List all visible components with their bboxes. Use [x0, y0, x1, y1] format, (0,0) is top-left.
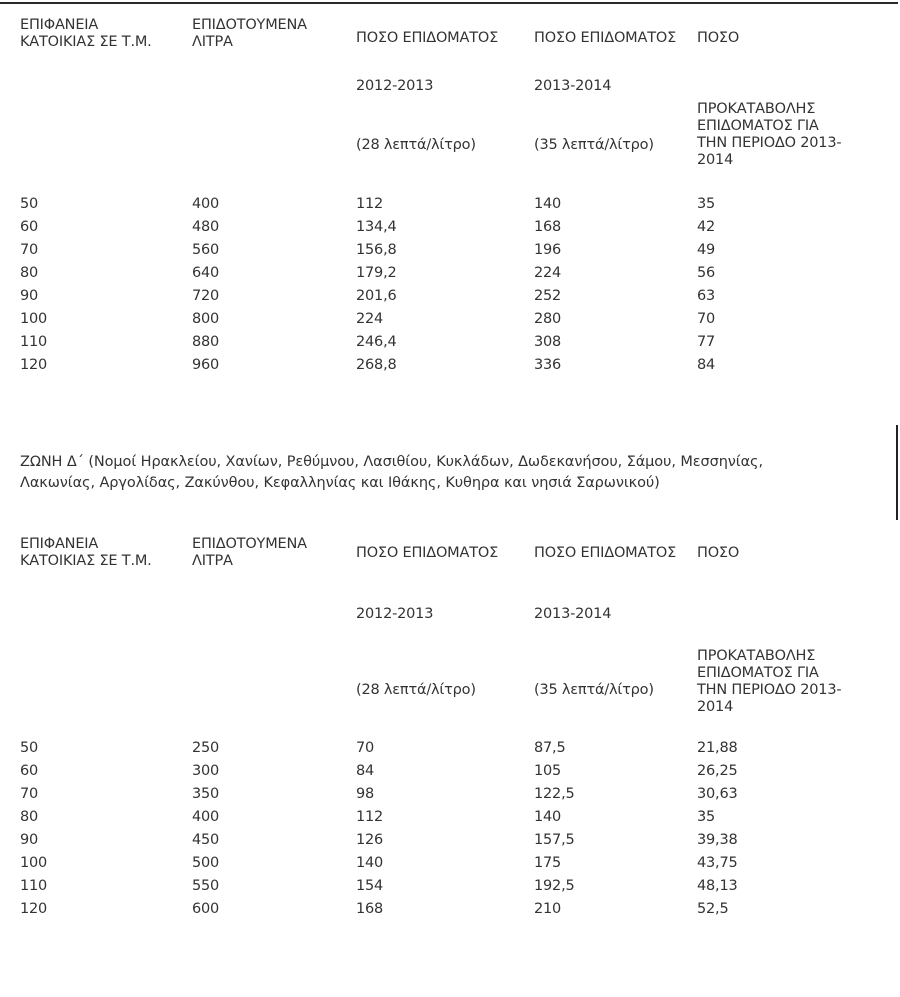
cell-liters: 250 [192, 740, 220, 756]
cell-area: 60 [20, 763, 39, 779]
ch-liters-line2: ΛΙΤΡΑ [192, 34, 233, 50]
cell-liters: 480 [192, 219, 220, 235]
cell-advance: 70 [697, 311, 716, 327]
ch-period-2013: 2013-2014 [534, 78, 612, 94]
ch-liters-line1: ΕΠΙΔΟΤΟΥΜΕΝΑ [192, 536, 307, 552]
cell-amount-2012: 268,8 [356, 357, 397, 373]
cell-advance: 26,25 [697, 763, 738, 779]
cell-area: 50 [20, 196, 39, 212]
ch-area-line1: ΕΠΙΦΑΝΕΙΑ [20, 536, 99, 552]
cell-advance: 49 [697, 242, 716, 258]
cell-amount-2012: 140 [356, 855, 384, 871]
cell-liters: 960 [192, 357, 220, 373]
ch-rate-35: (35 λεπτά/λίτρο) [534, 682, 654, 698]
cell-area: 90 [20, 288, 39, 304]
cell-area: 60 [20, 219, 39, 235]
ch-area-line1: ΕΠΙΦΑΝΕΙΑ [20, 17, 99, 33]
cell-area: 120 [20, 901, 48, 917]
cell-advance: 35 [697, 196, 716, 212]
cell-liters: 550 [192, 878, 220, 894]
ch-amount-2013: ΠΟΣΟ ΕΠΙΔΟΜΑΤΟΣ [534, 30, 677, 46]
cell-amount-2013: 336 [534, 357, 562, 373]
cell-advance: 35 [697, 809, 716, 825]
zone-d-line2: Λακωνίας, Αργολίδας, Ζακύνθου, Κεφαλληνίας και Ιθάκης, Κυθηρα και νησιά Σαρωνικού) [20, 475, 660, 491]
ch-advance-line2: ΕΠΙΔΟΜΑΤΟΣ ΓΙΑ [697, 118, 819, 134]
cell-amount-2013: 196 [534, 242, 562, 258]
cell-advance: 30,63 [697, 786, 738, 802]
cell-amount-2012: 98 [356, 786, 375, 802]
zone-d-line1: ΖΩΝΗ Δ΄ (Νομοί Ηρακλείου, Χανίων, Ρεθύμνου, Λασιθίου, Κυκλάδων, Δωδεκανήσου, Σάμου, Μεσσηνίας, [20, 454, 763, 470]
ch-amount-2013: ΠΟΣΟ ΕΠΙΔΟΜΑΤΟΣ [534, 545, 677, 561]
cell-liters: 400 [192, 196, 220, 212]
ch-liters-line1: ΕΠΙΔΟΤΟΥΜΕΝΑ [192, 17, 307, 33]
cell-amount-2013: 192,5 [534, 878, 575, 894]
cell-area: 70 [20, 786, 39, 802]
cell-area: 50 [20, 740, 39, 756]
ch-advance-line3: ΤΗΝ ΠΕΡΙΟΔΟ 2013- [697, 135, 842, 151]
cell-liters: 300 [192, 763, 220, 779]
cell-advance: 48,13 [697, 878, 738, 894]
cell-advance: 63 [697, 288, 716, 304]
cell-liters: 600 [192, 901, 220, 917]
cell-advance: 52,5 [697, 901, 729, 917]
ch-amount-2012: ΠΟΣΟ ΕΠΙΔΟΜΑΤΟΣ [356, 30, 499, 46]
cell-amount-2013: 252 [534, 288, 562, 304]
cell-amount-2012: 134,4 [356, 219, 397, 235]
cell-advance: 84 [697, 357, 716, 373]
cell-area: 120 [20, 357, 48, 373]
cell-liters: 500 [192, 855, 220, 871]
top-rule [0, 2, 898, 4]
ch-amount-2012: ΠΟΣΟ ΕΠΙΔΟΜΑΤΟΣ [356, 545, 499, 561]
cell-amount-2013: 280 [534, 311, 562, 327]
ch-area-line2: ΚΑΤΟΙΚΙΑΣ ΣΕ Τ.Μ. [20, 553, 152, 569]
cell-amount-2013: 105 [534, 763, 562, 779]
cell-amount-2013: 308 [534, 334, 562, 350]
cell-amount-2012: 154 [356, 878, 384, 894]
ch-period-2012: 2012-2013 [356, 606, 434, 622]
cell-area: 100 [20, 311, 48, 327]
cell-liters: 350 [192, 786, 220, 802]
zone-d-description [20, 452, 880, 494]
cell-liters: 400 [192, 809, 220, 825]
cell-area: 110 [20, 878, 48, 894]
ch-advance-line4: 2014 [697, 699, 734, 715]
cell-area: 90 [20, 832, 39, 848]
ch-advance-line2: ΕΠΙΔΟΜΑΤΟΣ ΓΙΑ [697, 665, 819, 681]
cell-advance: 77 [697, 334, 716, 350]
cell-advance: 56 [697, 265, 716, 281]
cell-amount-2012: 179,2 [356, 265, 397, 281]
ch-advance-line1: ΠΡΟΚΑΤΑΒΟΛΗΣ [697, 648, 816, 664]
ch-liters-line2: ΛΙΤΡΑ [192, 553, 233, 569]
cell-liters: 720 [192, 288, 220, 304]
cell-advance: 43,75 [697, 855, 738, 871]
cell-advance: 21,88 [697, 740, 738, 756]
cell-amount-2013: 175 [534, 855, 562, 871]
ch-rate-28: (28 λεπτά/λίτρο) [356, 682, 476, 698]
ch-rate-28: (28 λεπτά/λίτρο) [356, 137, 476, 153]
cell-advance: 42 [697, 219, 716, 235]
cell-amount-2012: 126 [356, 832, 384, 848]
cell-liters: 640 [192, 265, 220, 281]
cell-amount-2013: 157,5 [534, 832, 575, 848]
ch-advance-line1: ΠΡΟΚΑΤΑΒΟΛΗΣ [697, 101, 816, 117]
cell-amount-2012: 224 [356, 311, 384, 327]
ch-rate-35: (35 λεπτά/λίτρο) [534, 137, 654, 153]
cell-amount-2013: 224 [534, 265, 562, 281]
ch-period-2012: 2012-2013 [356, 78, 434, 94]
cell-liters: 800 [192, 311, 220, 327]
cell-liters: 450 [192, 832, 220, 848]
ch-amount-advance: ΠΟΣΟ [697, 545, 740, 561]
cell-amount-2012: 168 [356, 901, 384, 917]
cell-amount-2012: 112 [356, 196, 384, 212]
cell-area: 100 [20, 855, 48, 871]
scroll-indicator [896, 425, 898, 520]
cell-amount-2012: 156,8 [356, 242, 397, 258]
cell-amount-2013: 140 [534, 196, 562, 212]
cell-liters: 560 [192, 242, 220, 258]
ch-amount-advance: ΠΟΣΟ [697, 30, 740, 46]
ch-period-2013: 2013-2014 [534, 606, 612, 622]
ch-advance-line3: ΤΗΝ ΠΕΡΙΟΔΟ 2013- [697, 682, 842, 698]
cell-liters: 880 [192, 334, 220, 350]
cell-area: 110 [20, 334, 48, 350]
cell-amount-2013: 210 [534, 901, 562, 917]
cell-area: 80 [20, 809, 39, 825]
cell-area: 70 [20, 242, 39, 258]
cell-amount-2012: 112 [356, 809, 384, 825]
cell-amount-2013: 122,5 [534, 786, 575, 802]
cell-area: 80 [20, 265, 39, 281]
cell-amount-2012: 70 [356, 740, 375, 756]
cell-amount-2013: 87,5 [534, 740, 566, 756]
ch-advance-line4: 2014 [697, 152, 734, 168]
cell-amount-2013: 168 [534, 219, 562, 235]
cell-amount-2012: 84 [356, 763, 375, 779]
cell-amount-2013: 140 [534, 809, 562, 825]
cell-amount-2012: 201,6 [356, 288, 397, 304]
cell-advance: 39,38 [697, 832, 738, 848]
ch-area-line2: ΚΑΤΟΙΚΙΑΣ ΣΕ Τ.Μ. [20, 34, 152, 50]
cell-amount-2012: 246,4 [356, 334, 397, 350]
